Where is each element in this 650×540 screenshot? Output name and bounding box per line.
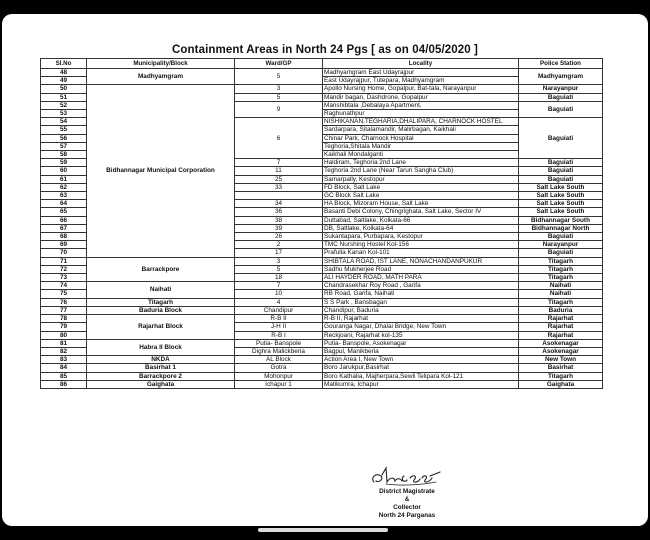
ward-cell: 5 (235, 69, 323, 85)
locality-cell: Madhyamgram East Udayrajpur (323, 69, 519, 77)
ward-cell: 6 (235, 118, 323, 159)
police-cell: Rajarhat (519, 323, 603, 331)
locality-cell: Bagpul, Manikberia (323, 347, 519, 355)
locality-cell: Teghoria,Shitala Mandir (323, 142, 519, 150)
sl-no: 65 (41, 208, 87, 216)
ward-cell: 18 (235, 274, 323, 282)
ward-cell: Dighra Malickberia (235, 347, 323, 355)
table-row (41, 356, 603, 364)
ward-cell: 33 (235, 183, 323, 191)
sl-no: 48 (41, 69, 87, 77)
ward-cell: 11 (235, 167, 323, 175)
ward-cell: R-B I (235, 331, 323, 339)
ward-cell: R-B II (235, 315, 323, 323)
police-cell: Salt Lake South (519, 183, 603, 191)
municipality-cell: Habra II Block (87, 339, 235, 355)
police-cell: Gaighata (519, 380, 603, 388)
police-cell: Naihati (519, 282, 603, 290)
sl-no: 56 (41, 134, 87, 142)
table-row (41, 315, 603, 323)
sl-no: 57 (41, 142, 87, 150)
locality-cell: S S Park , Bansbagan (323, 298, 519, 306)
locality-cell: Samarpally, Kestopur (323, 175, 519, 183)
police-cell: Baguiati (519, 167, 603, 175)
sl-no: 75 (41, 290, 87, 298)
ward-cell: 38 (235, 216, 323, 224)
sl-no: 74 (41, 282, 87, 290)
municipality-cell: Rajarhat Block (87, 315, 235, 340)
police-cell: Bidhannagar North (519, 224, 603, 232)
locality-cell: Kaikhali Mondalganti (323, 151, 519, 159)
police-cell: Titagarh (519, 257, 603, 265)
locality-cell: GC Block Salt Lake (323, 192, 519, 200)
municipality-cell: Basirhat 1 (87, 364, 235, 372)
locality-cell: Putia- Banspole, Asokenagar (323, 339, 519, 347)
ward-cell: 9 (235, 101, 323, 117)
police-cell: Baguiati (519, 93, 603, 101)
police-cell: Baduria (519, 306, 603, 314)
ward-cell: Putia- Banspole (235, 339, 323, 347)
sl-no: 84 (41, 364, 87, 372)
locality-cell: Mandir bagan, Dashdrone, Gopalpur (323, 93, 519, 101)
table-row (41, 69, 603, 77)
ward-cell: 7 (235, 159, 323, 167)
municipality-cell: NKDA (87, 356, 235, 364)
locality-cell: Boro Kathalia, Majherpara,Sewli Telipara Kol-121 (323, 372, 519, 380)
police-cell: New Town (519, 356, 603, 364)
police-cell: Baguiati (519, 159, 603, 167)
police-cell: Titagarh (519, 265, 603, 273)
police-cell: Salt Lake South (519, 192, 603, 200)
table-row (41, 372, 603, 380)
table-row (41, 282, 603, 290)
handwritten-signature (366, 466, 448, 488)
locality-cell: East Udayrajpur, Tutepara, Madhyamgram (323, 77, 519, 85)
locality-cell: Teghoria 2nd Lane (Near Tarun Sangha Club) (323, 167, 519, 175)
table-row (41, 298, 603, 306)
police-cell: Narayanpur (519, 85, 603, 93)
municipality-cell: Barrackpore 2 (87, 372, 235, 380)
locality-cell: HA Block, Mizoram House, Salt Lake (323, 200, 519, 208)
locality-cell: Sadhu Mukherjee Road (323, 265, 519, 273)
ward-cell: 17 (235, 249, 323, 257)
locality-cell: Apollo Nursing Home, Gopalpur, Bat-tala, Narayanpur (323, 85, 519, 93)
locality-cell: Prafulla Kanan Kol-101 (323, 249, 519, 257)
sl-no: 85 (41, 372, 87, 380)
locality-cell: TMC Nurshing Hostel Kol-156 (323, 241, 519, 249)
sl-no: 79 (41, 323, 87, 331)
locality-cell: Raghunathpur (323, 110, 519, 118)
municipality-cell: Madhyamgram (87, 69, 235, 85)
ward-cell: J-H II (235, 323, 323, 331)
police-cell: Titagarh (519, 372, 603, 380)
sl-no: 52 (41, 101, 87, 109)
locality-cell: R-B II, Rajarhat (323, 315, 519, 323)
locality-cell: RB Road, Garifa, Naihati (323, 290, 519, 298)
ward-cell: 26 (235, 233, 323, 241)
police-cell: Salt Lake South (519, 200, 603, 208)
locality-cell: Haldiram, Teghoria 2nd Lane (323, 159, 519, 167)
ward-cell (235, 192, 323, 200)
police-cell: Baguiati (519, 118, 603, 159)
header-locality: Locality (323, 59, 519, 69)
police-cell: Baguiati (519, 101, 603, 117)
municipality-cell: Barrackpore (87, 257, 235, 282)
police-cell: Madhyamgram (519, 69, 603, 85)
sl-no: 64 (41, 200, 87, 208)
header-sl-no: Sl.No (41, 59, 87, 69)
municipality-cell: Gaighata (87, 380, 235, 388)
police-cell: Narayanpur (519, 241, 603, 249)
locality-cell: Matikumra, Ichapur (323, 380, 519, 388)
locality-cell: Sukantapara, Purbapara, Kestopur (323, 233, 519, 241)
police-cell: Titagarh (519, 298, 603, 306)
signature-block (357, 466, 457, 520)
police-cell: Titagarh (519, 274, 603, 282)
locality-cell: DB, Saltlake, Kolkata-64 (323, 224, 519, 232)
document-title: Containment Areas in North 24 Pgs [ as on 04/05/2020 ] (172, 44, 478, 56)
ward-cell: 34 (235, 200, 323, 208)
ward-cell: Ichapur 1 (235, 380, 323, 388)
signatory-ampersand: & (404, 496, 410, 503)
sl-no: 63 (41, 192, 87, 200)
locality-cell: Reckjoani, Rajarhat kol-135 (323, 331, 519, 339)
ward-cell: Chandipur (235, 306, 323, 314)
sl-no: 50 (41, 85, 87, 93)
police-cell: Rajarhat (519, 315, 603, 323)
sl-no: 70 (41, 249, 87, 257)
sl-no: 78 (41, 315, 87, 323)
table-row (41, 380, 603, 388)
document-page (2, 14, 648, 526)
sl-no: 72 (41, 265, 87, 273)
locality-cell: Duttabad, Saltlake, Kolkata-66 (323, 216, 519, 224)
police-cell: Asokenagar (519, 339, 603, 347)
locality-cell: Basanti Debi Colony, Chingrighata, Salt Lake, Sector IV (323, 208, 519, 216)
sl-no: 73 (41, 274, 87, 282)
locality-cell: Chandipur, Baduria (323, 306, 519, 314)
sl-no: 71 (41, 257, 87, 265)
police-cell: Baguiati (519, 175, 603, 183)
containment-table (40, 58, 603, 389)
police-cell: Baguiati (519, 233, 603, 241)
ward-cell: 7 (235, 282, 323, 290)
ward-cell: 5 (235, 265, 323, 273)
police-cell: Asokenagar (519, 347, 603, 355)
sl-no: 76 (41, 298, 87, 306)
locality-cell: Chinar Park, Charnock Hospital (323, 134, 519, 142)
table-row (41, 339, 603, 347)
sl-no: 54 (41, 118, 87, 126)
ward-cell: 4 (235, 298, 323, 306)
locality-cell: Chandrasekhar Roy Road , Garifa (323, 282, 519, 290)
municipality-cell: Naihati (87, 282, 235, 298)
sl-no: 83 (41, 356, 87, 364)
signatory-district: North 24 Parganas (378, 512, 436, 519)
locality-cell: Manshibtala ,Debalaya Apartment, (323, 101, 519, 109)
sl-no: 49 (41, 77, 87, 85)
sl-no: 59 (41, 159, 87, 167)
signatory-role: Collector (393, 504, 421, 511)
ward-cell: Gotra (235, 364, 323, 372)
locality-cell: FD Block, Salt Lake (323, 183, 519, 191)
sl-no: 68 (41, 233, 87, 241)
locality-cell: Boro Jarukpur,Basirhat (323, 364, 519, 372)
signatory-title: District Magistrate (379, 488, 435, 495)
ward-cell: 3 (235, 257, 323, 265)
sl-no: 80 (41, 331, 87, 339)
sl-no: 61 (41, 175, 87, 183)
municipality-cell: Titagarh (87, 298, 235, 306)
sl-no: 67 (41, 224, 87, 232)
police-cell: Rajarhat (519, 331, 603, 339)
municipality-cell: Bidhannagar Municipal Corporation (87, 85, 235, 257)
ward-cell: 10 (235, 290, 323, 298)
ward-cell: 5 (235, 93, 323, 101)
table-header-row (41, 59, 603, 69)
ward-cell: 3 (235, 85, 323, 93)
locality-cell: ALI HAYDER ROAD, MATH PARA (323, 274, 519, 282)
table-row (41, 257, 603, 265)
table-row (41, 364, 603, 372)
table-row (41, 306, 603, 314)
ward-cell: Mohonpur (235, 372, 323, 380)
police-cell: Salt Lake South (519, 208, 603, 216)
ward-cell: 39 (235, 224, 323, 232)
ward-cell: AL Block (235, 356, 323, 364)
table-row (41, 85, 603, 93)
locality-cell: NISHIKANAN,TEGHARIA,DHALIPARA, CHARNOCK HOSTEL (323, 118, 519, 126)
sl-no: 53 (41, 110, 87, 118)
locality-cell: Gouranga Nagar, Dhalai Bridge, New Town (323, 323, 519, 331)
sl-no: 69 (41, 241, 87, 249)
header-police-station: Police Station (519, 59, 603, 69)
sl-no: 62 (41, 183, 87, 191)
sl-no: 66 (41, 216, 87, 224)
sl-no: 51 (41, 93, 87, 101)
locality-cell: Action Area I, New Town (323, 356, 519, 364)
sl-no: 60 (41, 167, 87, 175)
police-cell: Bidhannagar South (519, 216, 603, 224)
police-cell: Baguiati (519, 249, 603, 257)
sl-no: 86 (41, 380, 87, 388)
locality-cell: Sardarpara, Sitalamandir, Malirbagan, Kaikhali (323, 126, 519, 134)
home-indicator[interactable] (258, 528, 388, 532)
sl-no: 82 (41, 347, 87, 355)
ward-cell: 25 (235, 175, 323, 183)
header-ward: Ward/GP (235, 59, 323, 69)
ward-cell: 2 (235, 241, 323, 249)
police-cell: Naihati (519, 290, 603, 298)
sl-no: 58 (41, 151, 87, 159)
ward-cell: 36 (235, 208, 323, 216)
sl-no: 81 (41, 339, 87, 347)
header-municipality: Municipality/Block (87, 59, 235, 69)
police-cell: Basirhat (519, 364, 603, 372)
sl-no: 55 (41, 126, 87, 134)
sl-no: 77 (41, 306, 87, 314)
locality-cell: SHIBTALA ROAD, IST LANE, NONACHANDANPUKUR (323, 257, 519, 265)
municipality-cell: Baduria Block (87, 306, 235, 314)
